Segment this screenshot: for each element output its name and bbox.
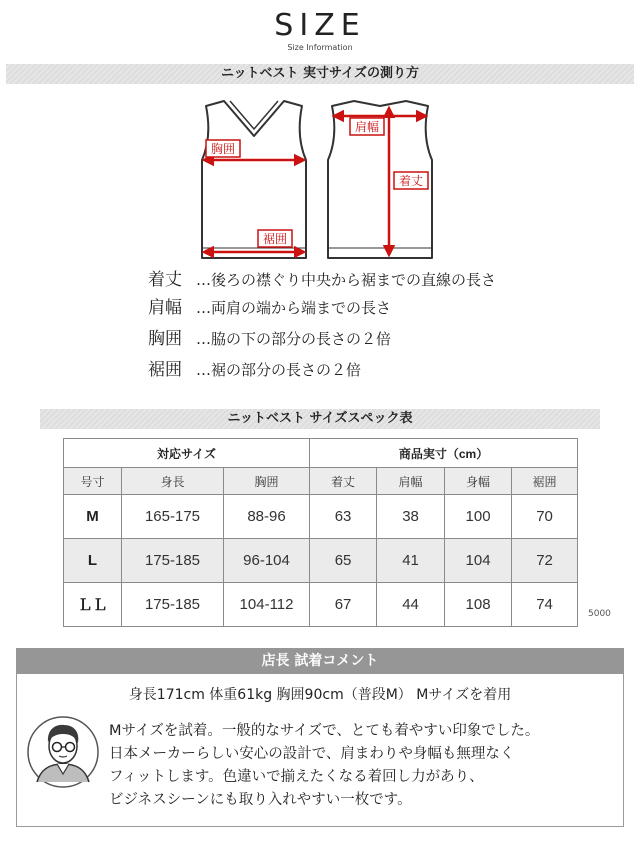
- measure-desc: …後ろの襟ぐり中央から裾までの直線の長さ: [196, 271, 497, 289]
- group-header-actual: 商品実寸（cm）: [310, 439, 578, 468]
- chest-label: 胸囲: [210, 142, 236, 156]
- column-header: 身幅: [445, 468, 512, 495]
- vest-measurement-diagram: [180, 96, 460, 264]
- table-cell: 74: [512, 583, 578, 627]
- measure-item-shoulder: [148, 296, 391, 320]
- measure-item-chest: [148, 327, 391, 351]
- table-cell: 63: [310, 495, 377, 539]
- spec-section-title: ニットベスト サイズスペック表: [227, 411, 413, 426]
- page-title: SIZE: [274, 8, 366, 43]
- column-header: 胸囲: [224, 468, 310, 495]
- column-header: 着丈: [310, 468, 377, 495]
- table-cell: 44: [377, 583, 445, 627]
- table-cell: 70: [512, 495, 578, 539]
- measure-desc: …脇の下の部分の長さの２倍: [196, 330, 392, 348]
- table-cell: 165-175: [122, 495, 224, 539]
- table-cell: 175-185: [122, 583, 224, 627]
- table-cell: 72: [512, 539, 578, 583]
- table-cell: 65: [310, 539, 377, 583]
- measure-item-length: [148, 268, 496, 292]
- table-cell: 88-96: [224, 495, 310, 539]
- measure-item-hem: [148, 358, 361, 382]
- comment-text: [109, 720, 619, 812]
- table-cell: 41: [377, 539, 445, 583]
- table-cell: 108: [445, 583, 512, 627]
- table-cell: 38: [377, 495, 445, 539]
- comment-section-title: 店長 試着コメント: [261, 653, 379, 669]
- table-cell: M: [64, 495, 122, 539]
- column-header: 肩幅: [377, 468, 445, 495]
- measure-term: 胸囲: [148, 329, 182, 349]
- length-label: 着丈: [398, 174, 424, 188]
- measure-section-header: [6, 64, 634, 84]
- table-cell: 96-104: [224, 539, 310, 583]
- table-cell: 100: [445, 495, 512, 539]
- comment-box: [16, 674, 624, 827]
- table-row: [64, 583, 578, 627]
- table-cell: 104: [445, 539, 512, 583]
- table-group-header-row: [64, 439, 578, 468]
- table-row: [64, 495, 578, 539]
- measure-desc: …裾の部分の長さの２倍: [196, 361, 362, 379]
- measure-term: 裾囲: [148, 360, 182, 380]
- table-cell: L: [64, 539, 122, 583]
- measure-term: 肩幅: [148, 298, 182, 318]
- measure-term: 着丈: [148, 270, 182, 290]
- product-code: 5000: [588, 609, 611, 619]
- comment-line: 日本メーカーらしい安心の設計で、肩まわりや身幅も無理なく: [109, 746, 515, 762]
- size-spec-table: [63, 438, 578, 627]
- page-subtitle: Size Information: [287, 43, 353, 52]
- vest-front-illustration: [202, 101, 306, 258]
- table-cell: 175-185: [122, 539, 224, 583]
- spec-section-header: [40, 409, 600, 429]
- tester-profile: 身長171cm 体重61kg 胸囲90cm（普段M） Mサイズを着用: [128, 687, 512, 703]
- comment-section-header: [16, 648, 624, 674]
- table-row: [64, 539, 578, 583]
- vest-back-illustration: [328, 101, 432, 258]
- table-cell: 67: [310, 583, 377, 627]
- comment-line: ビジネスシーンにも取り入れやすい一枚です。: [109, 792, 412, 808]
- measure-section-title: ニットベスト 実寸サイズの測り方: [221, 66, 419, 81]
- table-cell: 104-112: [224, 583, 310, 627]
- column-header: 裾囲: [512, 468, 578, 495]
- shoulder-label: 肩幅: [354, 120, 380, 134]
- table-header-row: [64, 468, 578, 495]
- hem-label: 裾囲: [262, 232, 288, 246]
- measure-desc: …両肩の端から端までの長さ: [196, 299, 392, 317]
- avatar-icon: [27, 712, 99, 792]
- comment-line: Mサイズを試着。一般的なサイズで、とても着やすい印象でした。: [109, 723, 540, 739]
- column-header: 身長: [122, 468, 224, 495]
- table-cell: ＬＬ: [64, 583, 122, 627]
- column-header: 号寸: [64, 468, 122, 495]
- comment-line: フィットします。色違いで揃えたくなる着回し力があり、: [109, 769, 484, 785]
- group-header-fit: 対応サイズ: [64, 439, 310, 468]
